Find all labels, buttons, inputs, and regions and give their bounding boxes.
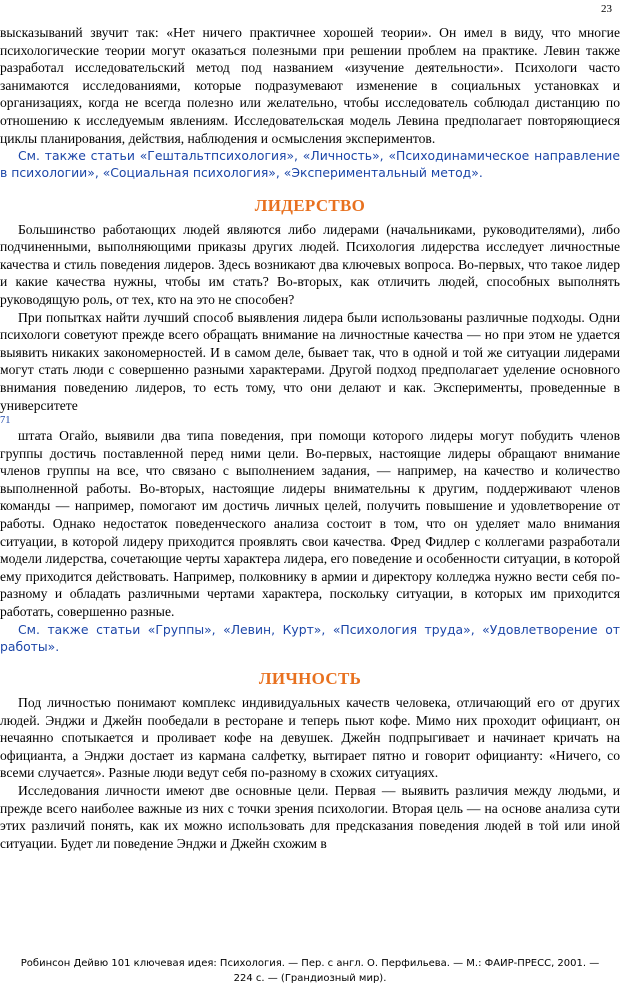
personality-paragraph-2: Исследования личности имеют две основные цели. Первая — выявить различия между людьми, и прежде всего наиболее важные из них с точки зрения психологии. Вторая цель — на основе анализа сути этих различий понять, как их можно использовать для предсказания поведения людей в той или иной ситуации. Будет ли поведение Энджи и Джейн схожим в [0, 783, 620, 851]
source-page-marker: 71 [0, 415, 11, 427]
citation-line-1: Робинсон Дейвю 101 ключевая идея: Психология. — Пер. с англ. О. Перфильева. — М.: ФАИР-ПРЕСС, 2001. — [20, 958, 600, 969]
page-content [0, 24, 620, 852]
intro-paragraph: высказываний звучит так: «Нет ничего практичнее хорошей теории». Он имел в виду, что многие психологические теории могут оказаться полезными при решении проблем на практике. Левин также разработал исследовательский метод под названием «изучение деятельности». Психологи часто занимаются исследованиями, которые подразумевают изменение в социальных установках и организациях, когда не всегда полезно или желательно, чтобы исследователь соблюдал дистанцию по отношению к исследуемым явлениям. Исследовательская модель Левина предполагает повторяющиеся циклы планирования, действия, наблюдения и осмысления экспериментов. [0, 25, 620, 146]
citation-line-2: 224 с. — (Грандиозный мир). [233, 973, 387, 984]
section-heading-leadership: ЛИДЕРСТВО [254, 195, 366, 215]
leadership-see-also: См. также статьи «Группы», «Левин, Курт», «Психология труда», «Удовлетворение от работы». [0, 621, 620, 654]
section-heading-personality: ЛИЧНОСТЬ [258, 669, 362, 689]
leadership-paragraph-2: При попытках найти лучший способ выявления лидера были использованы различные подходы. Одни психологи советуют прежде всего обращать внимание на личностные качества — но при этом не удается выявить никаких закономерностей. И в самом деле, бывает так, что в одной и той же ситуации лидерами могут стать люди с совершенно разными характерами. Другой подход предполагает уделение основного внимания поведению лидеров, то есть тому, что они делают и как. Эксперименты, проведенные в университете [0, 309, 620, 413]
intro-see-also: См. также статьи «Гештальтпсихология», «Личность», «Психодинамическое направление в психологии», «Социальная психология», «Экспериментальный метод». [0, 148, 620, 181]
leadership-paragraph-3: штата Огайо, выявили два типа поведения, при помощи которого лидеры могут побудить членов группы достичь поставленной перед ними цели. Во-первых, настоящие лидеры обращают внимание членов группы на все, что связано с выполнением задания, — например, на качество и количество выполненной работы. Во-вторых, настоящие лидеры внимательны к другим, поддерживают членов команды — например, помогают им достичь личных целей, получить повышение и удовлетворение от работы. Однако недостаток поведенческого анализа состоит в том, что он уделяет мало внимания ситуации, в которой лидеру приходится проявлять свои качества. Фред Фидлер с коллегами разработали модели лидерства, сочетающие черты характера лидера, его поведение и особенности ситуации, в которой ему приходится действовать. Например, полковнику в армии и директору колледжа нужно вести себя по-разному и обладать различными чертами характера, поскольку ситуации, в которых им приходится работать, совершенно разные. [0, 428, 620, 620]
leadership-paragraph-1: Большинство работающих людей являются либо лидерами (начальниками, руководителями), либо подчиненными, выполняющими приказы других людей. Психология лидерства исследует личностные качества и стиль поведения лидеров. Здесь возникают два ключевых вопроса. Во-первых, что такое лидер и какие качества нужны, чтобы им стать? Во-вторых, как отличить людей, способных выполнять руководящую роль, от тех, кто на это не способен? [0, 221, 620, 307]
page-number: 23 [601, 3, 612, 15]
citation-footer [0, 956, 620, 986]
personality-paragraph-1: Под личностью понимают комплекс индивидуальных качеств человека, отличающий его от других людей. Энджи и Джейн пообедали в ресторане и теперь пьют кофе. Мимо них проходит официант, он нечаянно спотыкается и проливает кофе на девушек. Джейн подпрыгивает и начинает кричать на официанта, а Энджи достает из кармана салфетку, вытирает пятно и говорит официанту: «Ничего, со всеми случается». Разные люди ведут себя по-разному в схожих ситуациях. [0, 695, 620, 781]
